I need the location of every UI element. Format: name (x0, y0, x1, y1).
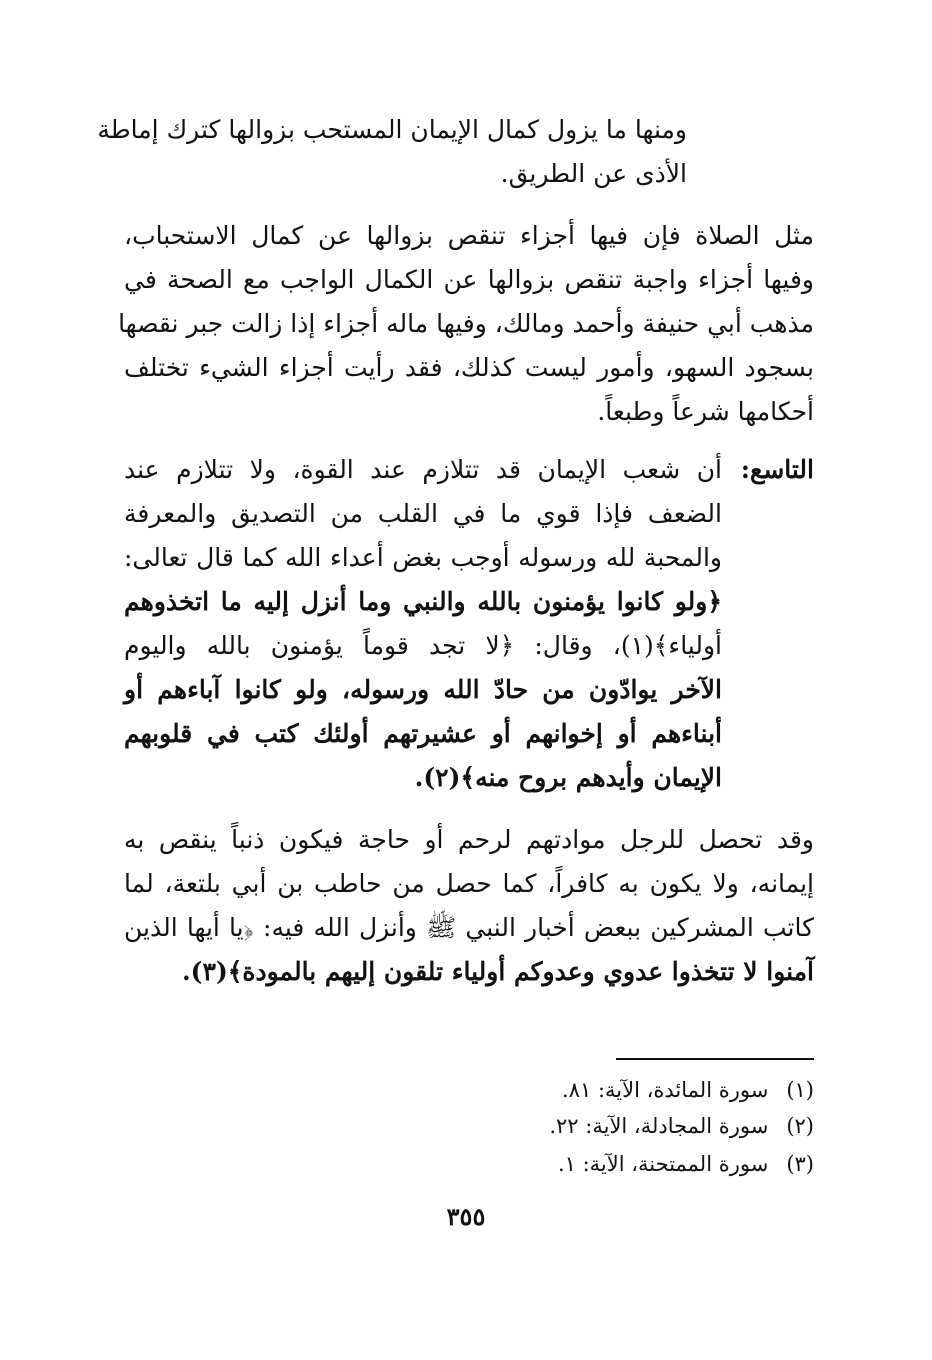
paragraph-2-line-3: مذهب أبي حنيفة وأحمد ومالك، وفيها ماله أجزاء إذا زالت جبر نقصها (118, 309, 814, 338)
ninth-line-2: الضعف فإذا قوي ما في القلب من التصديق والمعرفة (124, 499, 722, 528)
footnote-1-number: (١) (786, 1078, 814, 1102)
paragraph-2-line-2: وفيها أجزاء واجبة تنقص بزوالها عن الكمال الواجب مع الصحة في (124, 265, 814, 294)
footnote-2-text: سورة المجادلة، الآية: ٢٢. (549, 1114, 769, 1138)
paragraph-3-line-2: إيمانه، ولا يكون به كافراً، كما حصل من حاطب بن أبي بلتعة، لما (124, 869, 814, 898)
paragraph-2-line-1: مثل الصلاة فإن فيها أجزاء تنقص بزوالها عن كمال الاستحباب، (124, 221, 814, 250)
footnote-1-text: سورة المائدة، الآية: ٨١. (562, 1078, 769, 1102)
footnote-1 (562, 1072, 814, 1108)
ninth-line-3: والمحبة لله ورسوله أوجب بغض أعداء الله كما قال تعالى: (124, 543, 722, 572)
paragraph-1-line-1: ومنها ما يزول كمال الإيمان المستحب بزوالها كترك إماطة (97, 115, 687, 144)
ninth-line-8: الإيمان وأيدهم بروح منه﴾(٢). (414, 763, 722, 792)
paragraph-1-line-2: الأذى عن الطريق. (500, 159, 687, 188)
paragraph-3-line-1: وقد تحصل للرجل موادتهم لرحم أو حاجة فيكون ذنباً ينقص به (124, 825, 814, 854)
ninth-line-5: أولياء﴾(١)، وقال: ﴿لا تجد قوماً يؤمنون بالله واليوم (124, 631, 722, 660)
section-label-ninth: التاسع: (740, 455, 814, 484)
ninth-line-7: أبناءهم أو إخوانهم أو عشيرتهم أولئك كتب في قلوبهم (124, 719, 722, 748)
footnote-separator (616, 1058, 814, 1060)
ninth-line-1: أن شعب الإيمان قد تتلازم عند القوة، ولا تتلازم عند (124, 455, 722, 484)
ninth-line-6: الآخر يوادّون من حادّ الله ورسوله، ولو كانوا آباءهم أو (124, 675, 722, 704)
paragraph-3-line-4: آمنوا لا تتخذوا عدوي وعدوكم أولياء تلقون إليهم بالمودة﴾(٣). (181, 957, 814, 986)
footnote-2 (549, 1108, 814, 1144)
footnote-3-text: سورة الممتحنة، الآية: ١. (557, 1152, 769, 1176)
footnote-3 (558, 1146, 814, 1182)
page-number: ٣٥٥ (446, 1202, 486, 1231)
paragraph-2-line-5: أحكامها شرعاً وطبعاً. (597, 397, 814, 426)
paragraph-2-line-4: بسجود السهو، وأمور ليست كذلك، فقد رأيت أجزاء الشيء تختلف (124, 353, 814, 382)
ninth-line-4: ﴿ولو كانوا يؤمنون بالله والنبي وما أنزل إليه ما اتخذوهم (124, 587, 722, 616)
footnote-3-number: (٣) (786, 1152, 814, 1176)
footnote-2-number: (٢) (786, 1114, 814, 1138)
paragraph-3-line-3: كاتب المشركين ببعض أخبار النبي ﷺ وأنزل الله فيه: ﴿يا أيها الذين (124, 913, 814, 942)
